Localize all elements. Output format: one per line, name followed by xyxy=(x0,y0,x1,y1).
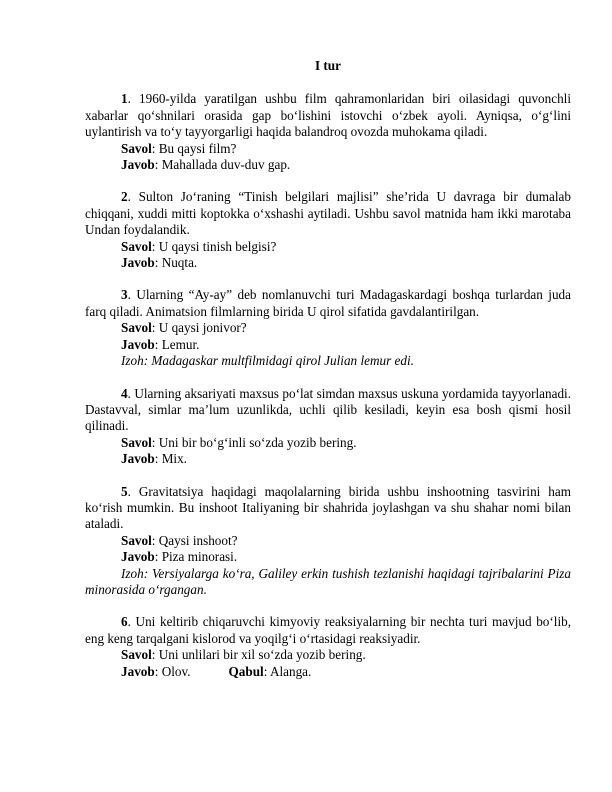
question-label: Savol xyxy=(121,647,152,663)
question-body: Uni keltirib chiqaruvchi kimyoviy reaksiyalarning bir nechta turi mavjud bo‘lib, eng keng tarqalgani kislorod va yoqilg‘i o‘rtasidagi reaksiyadir. xyxy=(85,614,572,646)
note-line: Izoh: Versiyalarga ko‘ra, Galiley erkin tushish tezlanishi haqidagi tajribalarini Piza minorasida o‘rgangan. xyxy=(85,565,571,597)
answer-value: Lemur. xyxy=(161,336,200,352)
question-number: 6 xyxy=(121,614,128,630)
answer-value: Nuqta. xyxy=(161,255,198,271)
question-number: 3 xyxy=(121,287,128,303)
accepted-label: Qabul xyxy=(228,663,264,679)
question-text: 2. Sulton Jo‘raning “Tinish belgilari majlisi” she’rida U davraga bir dumalab chiqqani, xuddi mitti koptokka o‘xshashi aytiladi. Ushbu savol matnida ham ikki marotaba Undan foydalandik. xyxy=(85,189,572,238)
answer-line: Javob: Lemur. xyxy=(121,336,200,352)
answer-value: Olov. xyxy=(161,663,191,679)
question-number: 5 xyxy=(121,483,128,499)
answer-line: Javob: Mix. xyxy=(121,451,187,467)
question-text: 6. Uni keltirib chiqaruvchi kimyoviy reaksiyalarning bir nechta turi mavjud bo‘lib, eng keng tarqalgani kislorod va yoqilg‘i o‘rtasidagi reaksiyadir. xyxy=(85,614,572,646)
question-label: Savol xyxy=(121,320,152,336)
question-line: Savol: Qaysi inshoot? xyxy=(121,532,238,548)
question-block-1 xyxy=(85,91,571,173)
question-label: Savol xyxy=(121,238,152,254)
question-block-3 xyxy=(85,287,571,369)
question-value: U qaysi jonivor? xyxy=(158,320,247,336)
answer-label: Javob xyxy=(121,336,155,352)
question-body: Ularning aksariyati maxsus po‘lat simdan maxsus uskuna yordamida tayyorlanadi. Dastavval, simlar ma’lum uzunlikda, uchli qilib kesiladi, keyin esa bosh qismi hosil qilinadi. xyxy=(85,385,571,434)
answer-value: Piza minorasi. xyxy=(161,549,238,565)
question-line: Savol: Bu qaysi film? xyxy=(121,140,237,156)
question-value: Uni unlilari bir xil so‘zda yozib bering. xyxy=(158,647,366,663)
question-number: 1 xyxy=(121,91,128,107)
question-body: 1960-yilda yaratilgan ushbu film qahramonlaridan biri oilasidagi quvonchli xabarlar qo‘shnilari orasida gap bo‘lishini istovchi o‘zbek ayoli. Ayniqsa, o‘g‘lini uylantirish va to‘y tayyorgarligi haqida balandroq ovozda muhokama qiladi. xyxy=(85,91,571,140)
question-body: Sulton Jo‘raning “Tinish belgilari majlisi” she’rida U davraga bir dumalab chiqqani, xuddi mitti koptokka o‘xshashi aytiladi. Ushbu savol matnida ham ikki marotaba Undan foydalandik. xyxy=(85,189,572,238)
question-line: Savol: U qaysi jonivor? xyxy=(121,320,247,336)
answer-line: Javob: Nuqta. xyxy=(121,255,198,271)
question-line: Savol: U qaysi tinish belgisi? xyxy=(121,238,277,254)
answer-label: Javob xyxy=(121,451,155,467)
note-line: Izoh: Madagaskar multfilmidagi qirol Julian lemur edi. xyxy=(121,353,414,369)
question-body: Gravitatsiya haqidagi maqolalarning birida ushbu inshootning tasvirini ham ko‘rish mumkin. Bu inshoot Italiyaning bir shahrida joylashgan va shu shahar nomi bilan ataladi. xyxy=(85,483,571,532)
answer-label: Javob xyxy=(121,663,155,679)
question-block-2 xyxy=(85,189,571,271)
question-body: Ularning “Ay-ay” deb nomlanuvchi turi Madagaskardagi boshqa turlardan juda farq qiladi. Animatsion filmlarning birida U qirol sifatida gavdalantirilgan. xyxy=(85,287,571,319)
answer-line: Javob: Mahallada duv-duv gap. xyxy=(121,157,291,173)
question-number: 2 xyxy=(121,189,128,205)
answer-label: Javob xyxy=(121,255,155,271)
question-block-4 xyxy=(85,386,571,468)
question-label: Savol xyxy=(121,434,152,450)
question-text: 4. Ularning aksariyati maxsus po‘lat simdan maxsus uskuna yordamida tayyorlanadi. Dastavval, simlar ma’lum uzunlikda, uchli qilib kesiladi, keyin esa bosh qismi hosil qilinadi. xyxy=(85,385,571,434)
accepted-value: Alanga. xyxy=(269,663,312,679)
question-number: 4 xyxy=(121,385,128,401)
answer-line: Javob: Piza minorasi. xyxy=(121,549,238,565)
page-title: I tur xyxy=(314,58,341,73)
answer-label: Javob xyxy=(121,549,155,565)
document-page xyxy=(85,58,571,696)
answer-label: Javob xyxy=(121,157,155,173)
question-text: 5. Gravitatsiya haqidagi maqolalarning birida ushbu inshootning tasvirini ham ko‘rish mumkin. Bu inshoot Italiyaning bir shahrida joylashgan va shu shahar nomi bilan ataladi. xyxy=(85,483,571,532)
question-block-5 xyxy=(85,484,571,599)
question-value: Uni bir bo‘g‘inli so‘zda yozib bering. xyxy=(158,434,357,450)
answer-value: Mix. xyxy=(161,451,187,467)
question-text: 1. 1960-yilda yaratilgan ushbu film qahramonlaridan biri oilasidagi quvonchli xabarlar qo‘shnilari orasida gap bo‘lishini istovchi o‘zbek ayoli. Ayniqsa, o‘g‘lini uylantirish va to‘y tayyorgarligi haqida balandroq ovozda muhokama qiladi. xyxy=(85,91,571,140)
question-value: U qaysi tinish belgisi? xyxy=(158,238,277,254)
question-block-6 xyxy=(85,614,571,680)
question-label: Savol xyxy=(121,532,152,548)
answer-value: Mahallada duv-duv gap. xyxy=(161,157,291,173)
question-value: Bu qaysi film? xyxy=(158,140,237,156)
answer-line: Javob: Olov. Qabul: Alanga. xyxy=(121,663,312,679)
question-text: 3. Ularning “Ay-ay” deb nomlanuvchi turi Madagaskardagi boshqa turlardan juda farq qiladi. Animatsion filmlarning birida U qirol sifatida gavdalantirilgan. xyxy=(85,287,571,319)
question-line: Savol: Uni bir bo‘g‘inli so‘zda yozib bering. xyxy=(121,434,357,450)
question-value: Qaysi inshoot? xyxy=(158,532,238,548)
question-label: Savol xyxy=(121,140,152,156)
question-line: Savol: Uni unlilari bir xil so‘zda yozib bering. xyxy=(121,647,366,663)
